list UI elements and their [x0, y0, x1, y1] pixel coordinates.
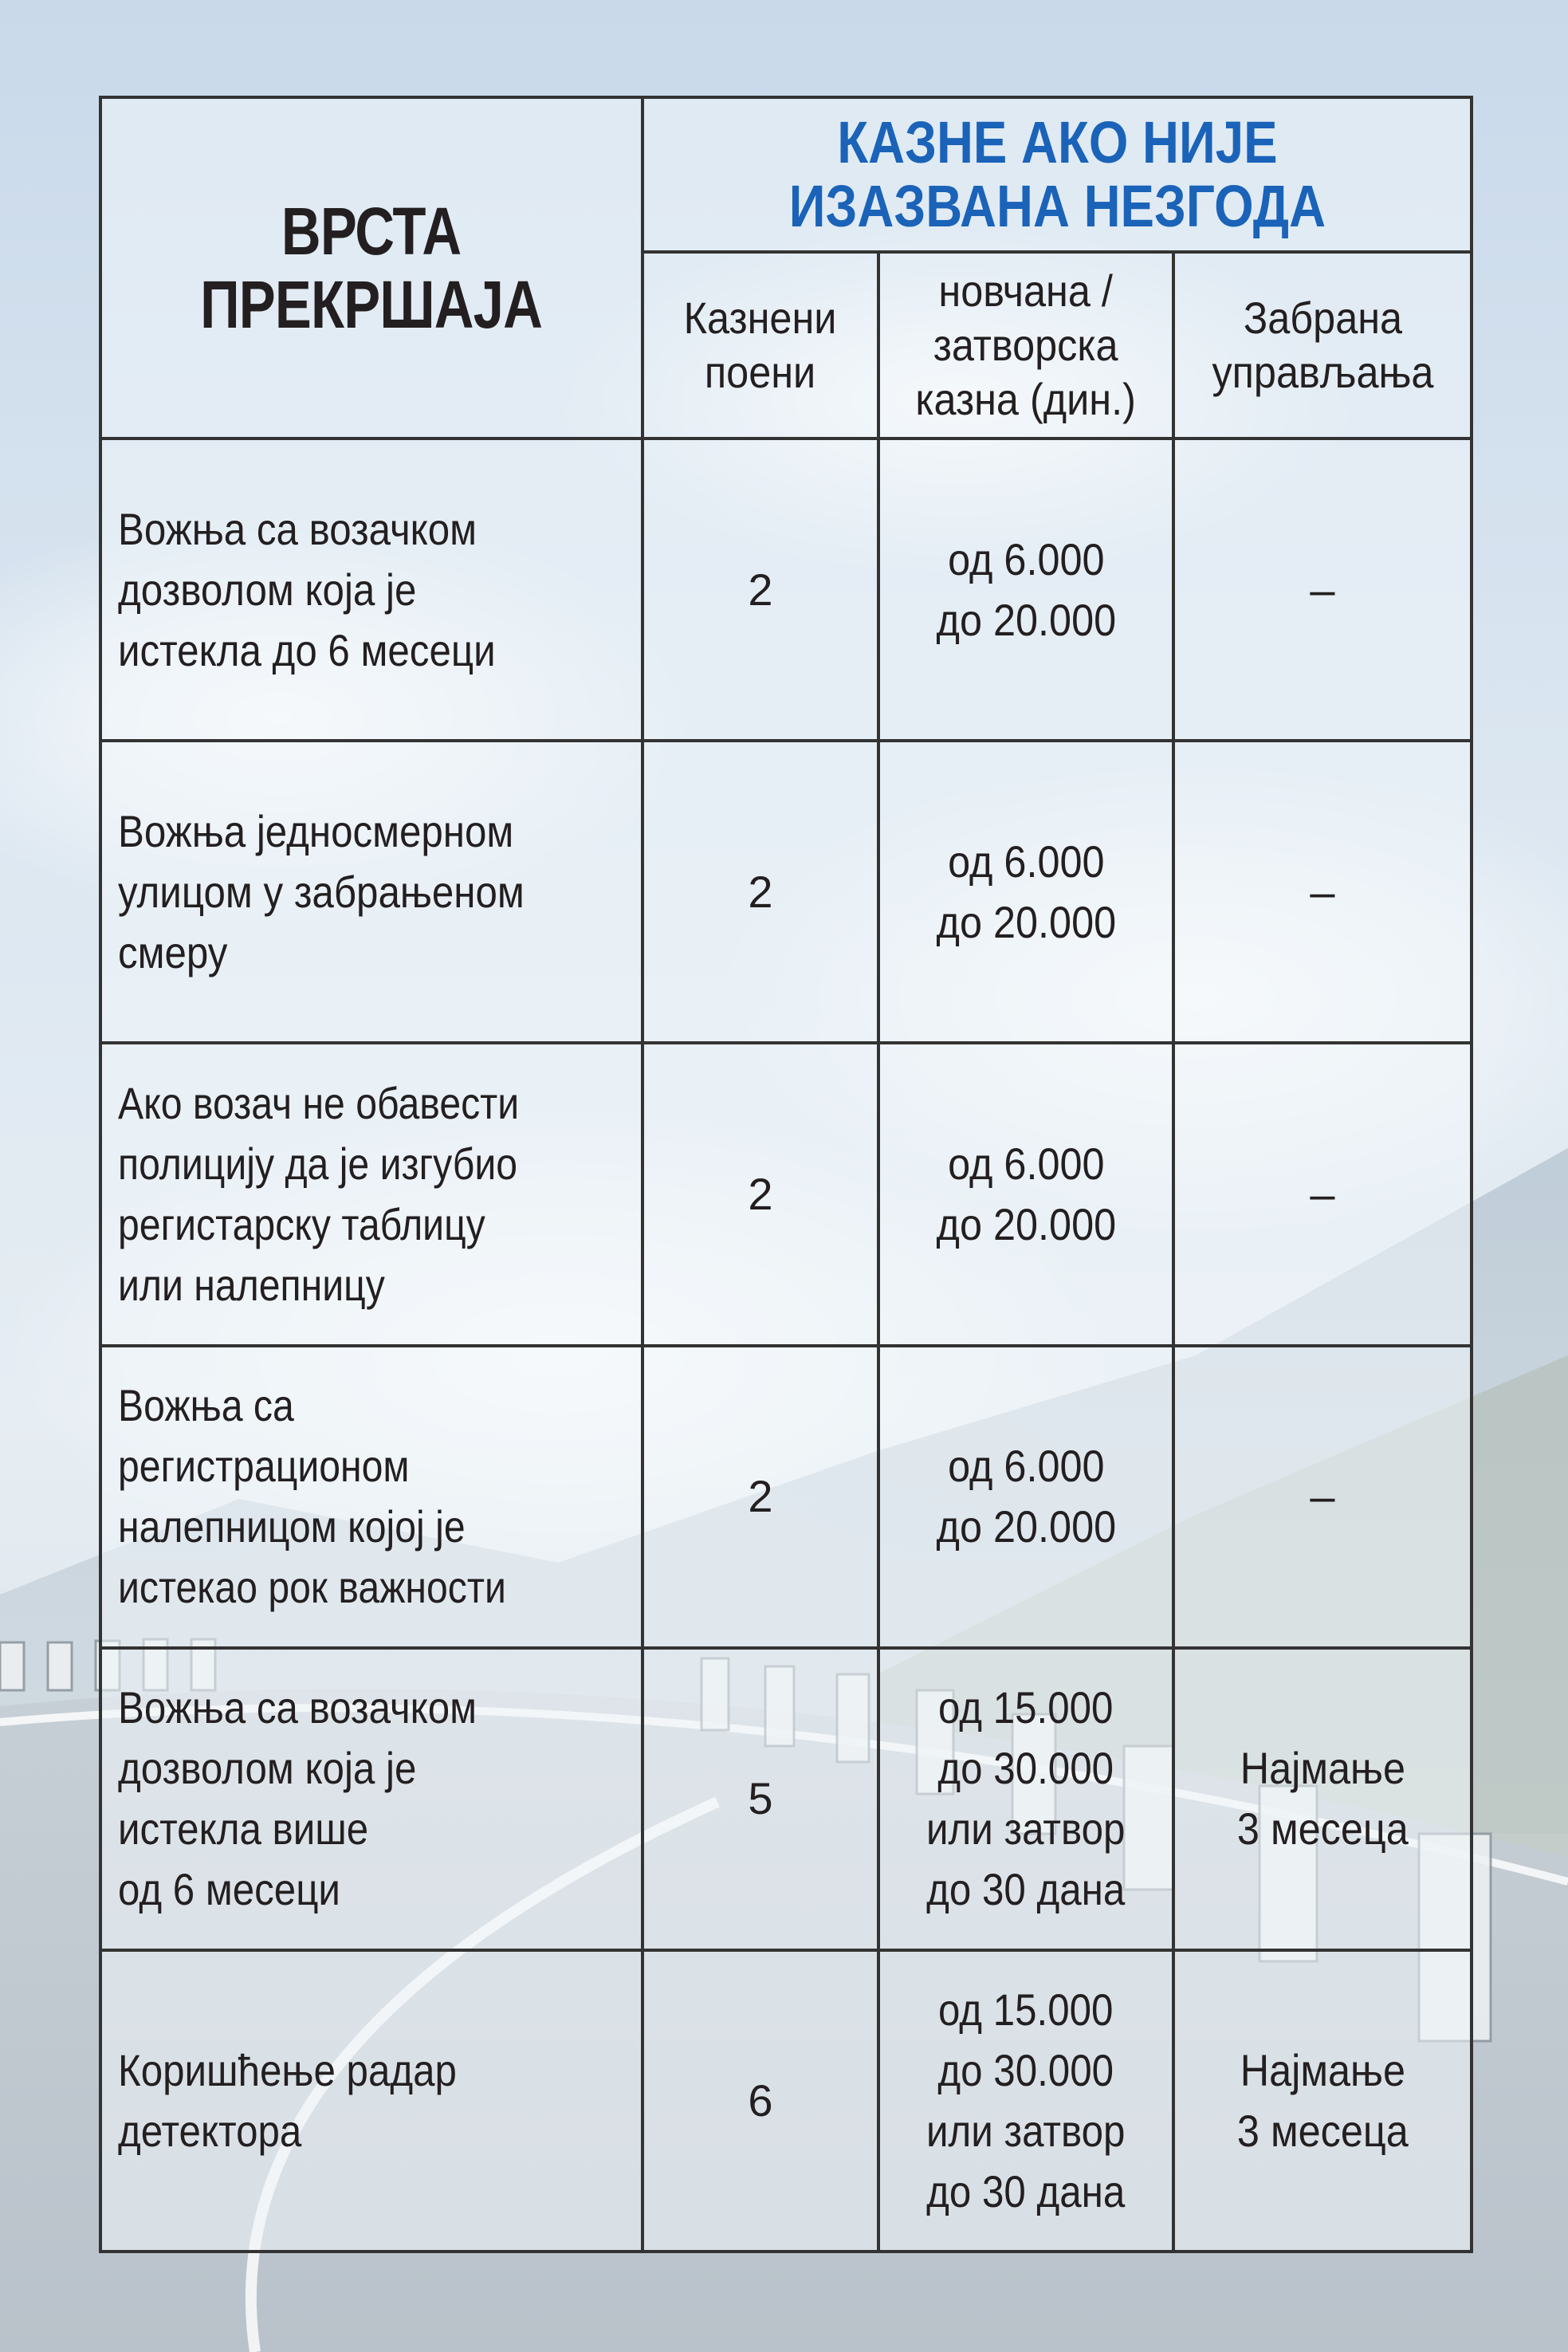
- offense-text: Вожња једносмерном улицом у забрањеном смеру: [118, 805, 525, 977]
- header-row-top: [100, 97, 1472, 252]
- ban-cell: [1173, 1346, 1472, 1648]
- penalty-table-sheet: [99, 96, 1470, 2253]
- fine-value: од 15.000 до 30.000 или затвор до 30 дана: [926, 1984, 1126, 2216]
- ban-value: –: [1310, 866, 1335, 917]
- header-ban-label: Забрана управљања: [1211, 293, 1434, 398]
- table-row: [100, 741, 1472, 1043]
- table-row: [100, 1950, 1472, 2252]
- offense-cell: [100, 1950, 643, 2252]
- points-value: 2: [748, 1168, 773, 1219]
- header-group-title: [643, 97, 1472, 252]
- header-points: [643, 252, 878, 439]
- table-row: [100, 439, 1472, 741]
- points-value: 5: [748, 1773, 773, 1824]
- points-value: 2: [748, 564, 773, 615]
- offense-text: Коришћење радар детектора: [118, 2044, 457, 2156]
- header-offense-type: [100, 97, 643, 439]
- offense-text: Ако возач не обавести полицију да је изгубио регистарску таблицу или налепницу: [118, 1077, 520, 1310]
- header-points-label: Казнени поени: [684, 293, 837, 398]
- fine-cell: [878, 1043, 1173, 1345]
- fine-value: од 6.000 до 20.000: [936, 836, 1116, 947]
- fine-value: од 6.000 до 20.000: [936, 1441, 1116, 1552]
- offense-cell: [100, 1346, 643, 1648]
- points-cell: [643, 1346, 878, 1648]
- table-row: [100, 1043, 1472, 1345]
- fine-cell: [878, 1648, 1173, 1950]
- fine-value: од 6.000 до 20.000: [936, 533, 1116, 645]
- ban-value: Најмање 3 месеца: [1236, 2044, 1409, 2156]
- penalty-table: [99, 96, 1473, 2253]
- ban-value: –: [1310, 1471, 1335, 1522]
- header-fine: [878, 252, 1173, 439]
- fine-cell: [878, 1346, 1173, 1648]
- ban-cell: [1173, 1950, 1472, 2252]
- points-cell: [643, 439, 878, 741]
- ban-cell: [1173, 741, 1472, 1043]
- offense-cell: [100, 439, 643, 741]
- ban-cell: [1173, 1043, 1472, 1345]
- offense-text: Вожња са возачком дозволом која је истекла до 6 месеци: [118, 503, 496, 675]
- header-group-title-label: КАЗНЕ АКО НИЈЕ ИЗАЗВАНА НЕЗГОДА: [788, 109, 1326, 240]
- points-cell: [643, 1950, 878, 2252]
- points-cell: [643, 1043, 878, 1345]
- points-cell: [643, 741, 878, 1043]
- fine-value: од 15.000 до 30.000 или затвор до 30 дана: [926, 1682, 1126, 1915]
- ban-value: –: [1310, 1168, 1335, 1219]
- offense-cell: [100, 741, 643, 1043]
- fine-cell: [878, 439, 1173, 741]
- points-value: 2: [748, 866, 773, 917]
- offense-cell: [100, 1648, 643, 1950]
- fine-cell: [878, 741, 1173, 1043]
- header-offense-type-label: ВРСТА ПРЕКРШАЈА: [200, 194, 543, 343]
- offense-text: Вожња са возачком дозволом која је истекла више од 6 месеци: [118, 1682, 477, 1915]
- fine-cell: [878, 1950, 1173, 2252]
- offense-text: Вожња са регистрационом налепницом којој је истекао рок важности: [118, 1380, 506, 1613]
- offense-cell: [100, 1043, 643, 1345]
- table-row: [100, 1648, 1472, 1950]
- ban-cell: [1173, 439, 1472, 741]
- fine-value: од 6.000 до 20.000: [936, 1138, 1116, 1249]
- ban-value: Најмање 3 месеца: [1236, 1743, 1409, 1854]
- table-row: [100, 1346, 1472, 1648]
- header-fine-label: новчана / затворска казна (дин.): [915, 265, 1137, 425]
- ban-value: –: [1310, 564, 1335, 615]
- points-value: 6: [748, 2075, 773, 2126]
- header-ban: [1173, 252, 1472, 439]
- points-cell: [643, 1648, 878, 1950]
- ban-cell: [1173, 1648, 1472, 1950]
- points-value: 2: [748, 1471, 773, 1522]
